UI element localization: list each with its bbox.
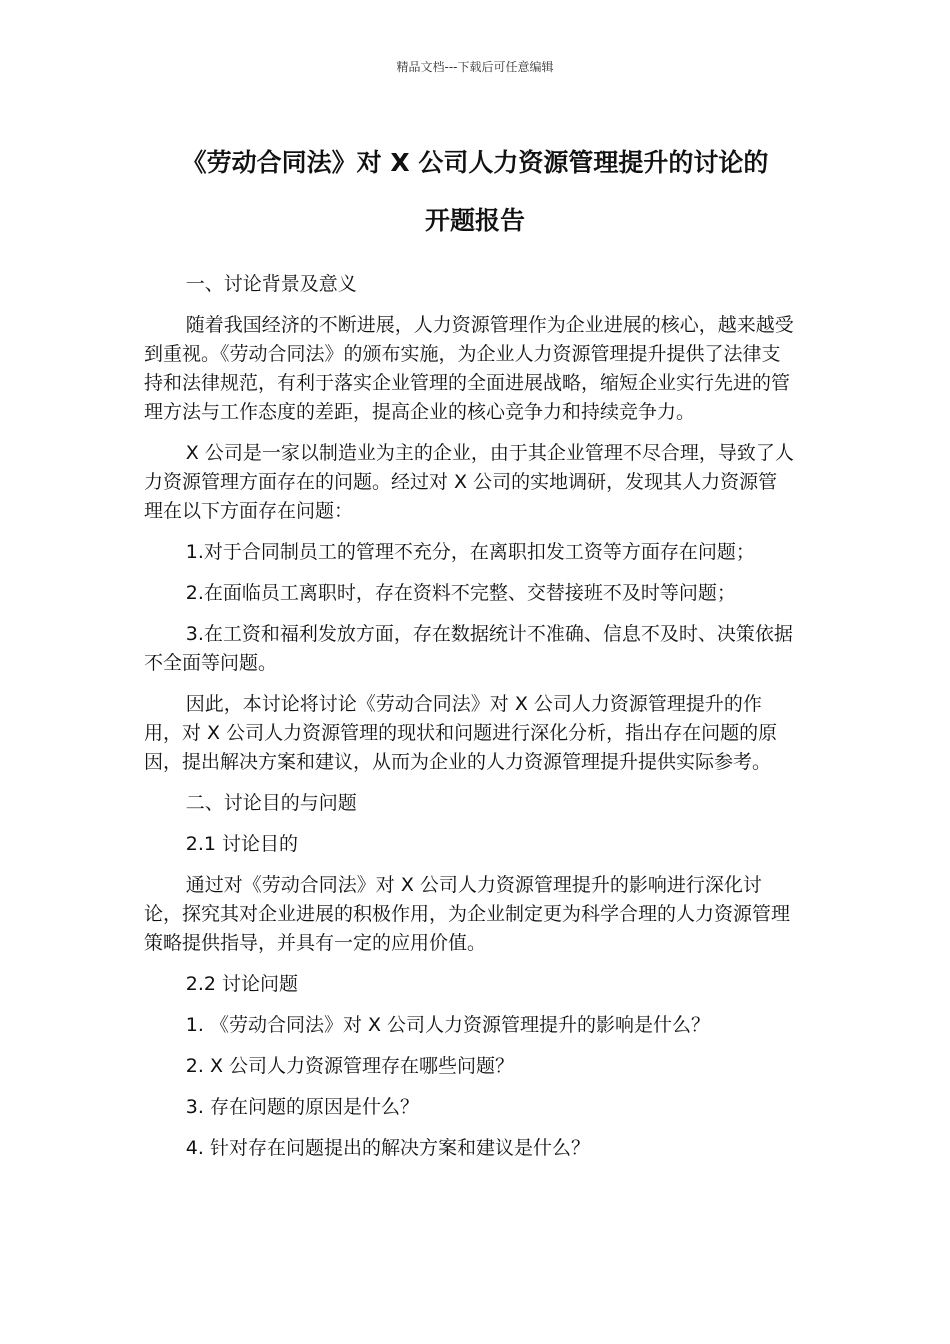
question-item-2: 2. X 公司人力资源管理存在哪些问题？: [185, 1055, 515, 1077]
section-2-1-heading: 2.1 讨论目的: [185, 833, 299, 855]
paragraph-company-issues: X 公司是一家以制造业为主的企业，由于其企业管理不尽合理，导致了人力资源管理方面存在的问题。经过对 X 公司的实地调研，发现其人力资源管理在以下方面存在问题：: [144, 442, 794, 522]
paragraph-study-scope: 因此，本讨论将讨论《劳动合同法》对 X 公司人力资源管理提升的作用，对 X 公司人力资源管理的现状和问题进行深化分析，指出存在问题的原因，提出解决方案和建议，从而为企业的人力资源管理提升提供实际参考。: [144, 693, 778, 773]
question-item-3: 3. 存在问题的原因是什么？: [185, 1096, 419, 1118]
issue-item-3: 3.在工资和福利发放方面，存在数据统计不准确、信息不及时、决策依据不全面等问题。: [144, 623, 793, 674]
page-header: 精品文档---下载后可任意编辑: [396, 60, 554, 74]
document-body: [144, 270, 796, 1175]
question-item-4: 4. 针对存在问题提出的解决方案和建议是什么？: [185, 1137, 590, 1159]
question-item-1: 1. 《劳动合同法》对 X 公司人力资源管理提升的影响是什么？: [185, 1014, 711, 1036]
paragraph-purpose: 通过对《劳动合同法》对 X 公司人力资源管理提升的影响进行深化讨论，探究其对企业进展的积极作用，为企业制定更为科学合理的人力资源管理策略提供指导，并具有一定的应用价值。: [144, 874, 791, 954]
section-1-heading: 一、讨论背景及意义: [185, 273, 357, 295]
issue-item-2: 2.在面临员工离职时，存在资料不完整、交替接班不及时等问题；: [185, 582, 736, 604]
section-2-2-heading: 2.2 讨论问题: [185, 973, 299, 995]
document-title: [140, 134, 810, 250]
issue-item-1: 1.对于合同制员工的管理不充分，在离职扣发工资等方面存在问题；: [185, 541, 755, 563]
title-line-1: 《劳动合同法》对 X 公司人力资源管理提升的讨论的: [181, 148, 769, 177]
paragraph-background: 随着我国经济的不断进展，人力资源管理作为企业进展的核心，越来越受到重视。《劳动合同法》的颁布实施，为企业人力资源管理提升提供了法律支持和法律规范，有利于落实企业管理的全面进展战略，缩短企业实行先进的管理方法与工作态度的差距，提高企业的核心竞争力和持续竞争力。: [144, 314, 794, 423]
section-2-heading: 二、讨论目的与问题: [185, 792, 357, 814]
title-line-2: 开题报告: [424, 206, 525, 235]
